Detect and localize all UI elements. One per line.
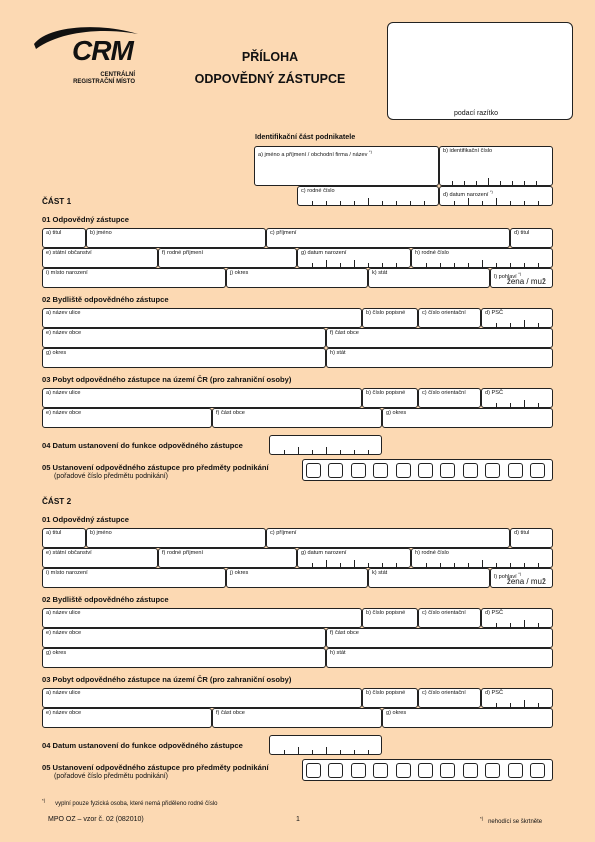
section-03-title: 03 Pobyt odpovědného zástupce na území ČR (pro zahraniční osoby) [42,675,292,684]
section-05-title: 05 Ustanovení odpovědného zástupce pro předměty podnikání [42,763,269,772]
predmet-box[interactable] [351,763,366,778]
predmety-field[interactable] [302,759,553,781]
prijmeni-field[interactable]: c) příjmení [266,228,510,248]
stamp-box[interactable] [387,22,573,120]
section-04-title: 04 Datum ustanovení do funkce odpovědného zástupce [42,441,243,450]
titul-a-field[interactable]: a) titul [42,528,86,548]
stat-k-field[interactable]: k) stát [368,268,490,288]
datum-ustanoveni-field[interactable] [269,735,382,755]
logo-line1: CENTRÁLNÍ [100,72,135,78]
pobyt-cast-obce-field[interactable]: f) část obce [212,708,382,728]
obcanstvi-field[interactable]: e) státní občanství [42,548,158,568]
prijmeni-field[interactable]: c) příjmení [266,528,510,548]
pohlavi-field[interactable]: l) pohlaví *) žena / muž [490,568,553,588]
crm-logo [28,22,143,87]
ident-ic-field[interactable] [439,146,553,186]
predmet-box[interactable] [440,463,455,478]
footnote [42,798,218,807]
ulice-field[interactable]: a) název ulice [42,608,362,628]
misto-narozeni-field[interactable]: i) místo narození [42,268,226,288]
stat-k-field[interactable]: k) stát [368,568,490,588]
section-02-title: 02 Bydliště odpovědného zástupce [42,595,169,604]
pobyt-cislo-orientacni-field[interactable]: c) číslo orientační [418,388,481,408]
section-05-subtitle: (pořadové číslo předmětu podnikání) [54,773,169,780]
okres-g-field[interactable]: g) okres [42,348,326,368]
jmeno-field[interactable]: b) jméno [86,228,266,248]
predmet-box[interactable] [418,763,433,778]
predmet-box[interactable] [463,763,478,778]
predmet-box[interactable] [508,463,523,478]
pobyt-psc-field[interactable]: d) PSČ [481,388,553,408]
title-line2: ODPOVĚDNÝ ZÁSTUPCE [194,72,346,86]
ident-b-label: b) identifikační číslo [443,148,493,154]
pobyt-ulice-field[interactable]: a) název ulice [42,388,362,408]
ident-c-label: c) rodné číslo [301,188,335,194]
section-01-title: 01 Odpovědný zástupce [42,515,129,524]
predmet-box[interactable] [306,463,321,478]
stat-h-field[interactable]: h) stát [326,348,553,368]
strike-sup: *) [480,816,484,821]
okres-j-field[interactable]: j) okres [226,568,368,588]
predmet-box[interactable] [328,763,343,778]
section-01-title: 01 Odpovědný zástupce [42,215,129,224]
section-05-subtitle: (pořadové číslo předmětu podnikání) [54,473,169,480]
predmet-box[interactable] [396,463,411,478]
rodne-prijmeni-field[interactable]: f) rodné příjmení [158,548,297,568]
rodne-cislo-field[interactable]: h) rodné číslo [411,548,553,568]
psc-field[interactable]: d) PSČ [481,308,553,328]
ident-title: Identifikační část podnikatele [255,132,356,141]
predmet-box[interactable] [463,463,478,478]
predmet-box[interactable] [485,463,500,478]
datum-ustanoveni-field[interactable] [269,435,382,455]
pohlavi-field[interactable]: l) pohlaví *) žena / muž [490,268,553,288]
predmet-box[interactable] [373,763,388,778]
predmet-box[interactable] [418,463,433,478]
ident-rc-field[interactable] [297,186,439,206]
page-number: 1 [296,816,300,823]
ident-a-label: a) jméno a příjmení / obchodní firma / název [258,151,368,158]
ident-dn-field[interactable] [439,186,553,206]
page-title [170,50,370,86]
form-id: MPO OZ – vzor č. 02 (082010) [48,816,144,823]
section-04-title: 04 Datum ustanovení do funkce odpovědného zástupce [42,741,243,750]
pobyt-obec-field[interactable]: e) název obce [42,408,212,428]
datum-narozeni-field[interactable]: g) datum narození [297,548,411,568]
logo-text: CRM [72,35,133,66]
titul-d-field[interactable]: d) titul [510,528,553,548]
pobyt-cislo-popisne-field[interactable]: b) číslo popisné [362,388,418,408]
predmet-box[interactable] [440,763,455,778]
part-title: ČÁST 1 [42,197,72,206]
stamp-label: podací razítko [454,110,498,117]
predmet-box[interactable] [530,763,545,778]
stat-h-field[interactable]: h) stát [326,648,553,668]
predmety-field[interactable] [302,459,553,481]
section-05-title: 05 Ustanovení odpovědného zástupce pro předměty podnikání [42,463,269,472]
okres-j-field[interactable]: j) okres [226,268,368,288]
pobyt-obec-field[interactable]: e) název obce [42,708,212,728]
ident-a-sup: *) [369,149,372,154]
titul-a-field[interactable]: a) titul [42,228,86,248]
ident-d-sup: *) [489,189,493,194]
strike-text: nehodící se škrtněte [488,819,543,826]
pobyt-cislo-orientacni-field[interactable]: c) číslo orientační [418,688,481,708]
predmet-box[interactable] [508,763,523,778]
pohlavi-value: žena / muž [506,577,546,586]
logo-line2: REGISTRAČNÍ MÍSTO [73,79,135,85]
rodne-prijmeni-field[interactable]: f) rodné příjmení [158,248,297,268]
pobyt-cast-obce-field[interactable]: f) část obce [212,408,382,428]
pobyt-cislo-popisne-field[interactable]: b) číslo popisné [362,688,418,708]
predmet-box[interactable] [530,463,545,478]
part-title: ČÁST 2 [42,497,72,506]
footnote-sup: *) [42,798,46,803]
ident-name-field[interactable] [254,146,439,186]
cislo-popisne-field[interactable]: b) číslo popisné [362,308,418,328]
ident-d-label: d) datum narození [443,191,489,198]
predmet-box[interactable] [485,763,500,778]
pobyt-okres-field[interactable]: g) okres [382,708,553,728]
section-03-title: 03 Pobyt odpovědného zástupce na území ČR (pro zahraniční osoby) [42,375,292,384]
predmet-box[interactable] [328,463,343,478]
rodne-cislo-field[interactable]: h) rodné číslo [411,248,553,268]
obcanstvi-field[interactable]: e) státní občanství [42,248,158,268]
titul-d-field[interactable]: d) titul [510,228,553,248]
obec-field[interactable]: e) název obce [42,628,326,648]
pobyt-ulice-field[interactable]: a) název ulice [42,688,362,708]
misto-narozeni-field[interactable]: i) místo narození [42,568,226,588]
strike-note [480,816,542,825]
predmet-box[interactable] [396,763,411,778]
pohlavi-value: žena / muž [506,277,546,286]
jmeno-field[interactable]: b) jméno [86,528,266,548]
predmet-box[interactable] [373,463,388,478]
ulice-field[interactable]: a) název ulice [42,308,362,328]
cislo-orientacni-field[interactable]: c) číslo orientační [418,308,481,328]
okres-g-field[interactable]: g) okres [42,648,326,668]
cislo-orientacni-field[interactable]: c) číslo orientační [418,608,481,628]
obec-field[interactable]: e) název obce [42,328,326,348]
predmet-box[interactable] [306,763,321,778]
cislo-popisne-field[interactable]: b) číslo popisné [362,608,418,628]
title-line1: PŘÍLOHA [241,50,299,64]
cast-obce-field[interactable]: f) část obce [326,628,553,648]
cast-obce-field[interactable]: f) část obce [326,328,553,348]
pobyt-psc-field[interactable]: d) PSČ [481,688,553,708]
section-02-title: 02 Bydliště odpovědného zástupce [42,295,169,304]
psc-field[interactable]: d) PSČ [481,608,553,628]
footnote-text: vyplní pouze fyzická osoba, které nemá přiděleno rodné číslo [55,801,218,808]
pobyt-okres-field[interactable]: g) okres [382,408,553,428]
predmet-box[interactable] [351,463,366,478]
datum-narozeni-field[interactable]: g) datum narození [297,248,411,268]
